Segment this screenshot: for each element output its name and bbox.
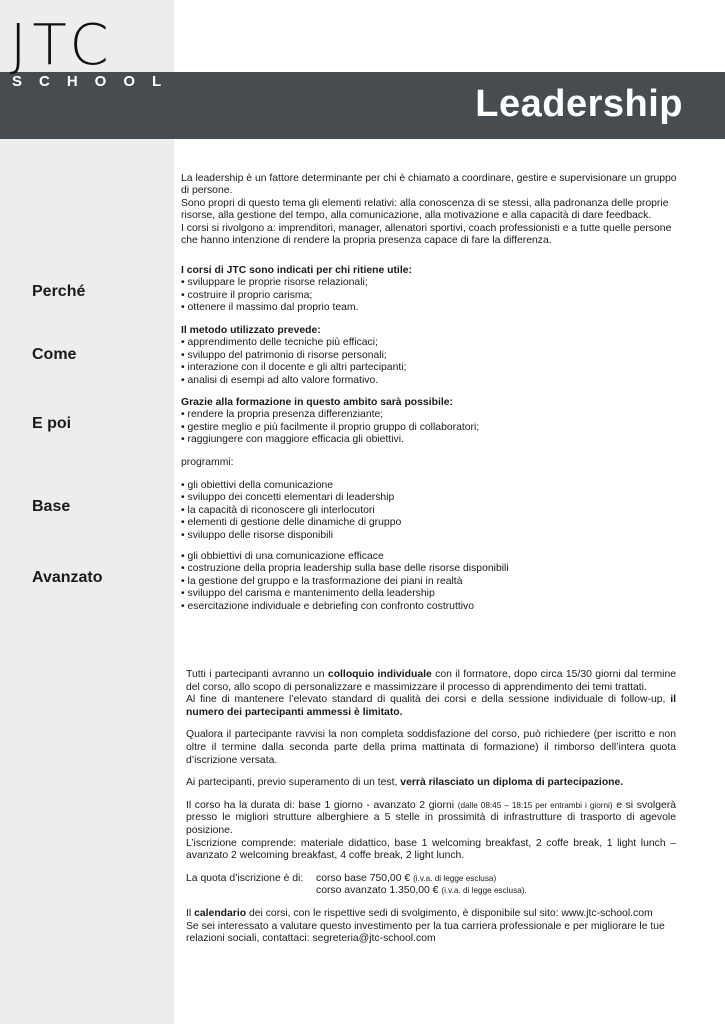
sidebar-panel [0, 0, 174, 1024]
list-item: • sviluppo del patrimonio di risorse personali; [181, 349, 387, 361]
avanzato-program [181, 551, 681, 613]
come-section [181, 325, 681, 387]
list-item: • raggiungere con maggiore efficacia gli obiettivi. [181, 434, 404, 446]
calendar-paragraph: Il calendario dei corsi, con le rispettive sedi di svolgimento, è disponibile sul sito: www.jtc-school.com [186, 907, 653, 919]
list-item: • sviluppare le proprie risorse relazionali; [181, 277, 368, 289]
list-item: • analisi di esempi ad alto valore formativo. [181, 374, 379, 386]
epoi-section [181, 397, 681, 447]
intro-line: La leadership è un fattore determinante per chi è chiamato a coordinare, gestire e supervisionare un gruppo di persone. [181, 173, 677, 197]
list-item: • sviluppo del carisma e mantenimento della leadership [181, 588, 435, 600]
list-item: • ottenere il massimo dal proprio team. [181, 302, 359, 314]
logo-main: JTC [10, 13, 115, 78]
list-item: • apprendimento delle tecniche più efficaci; [181, 337, 378, 349]
includes-paragraph: L’iscrizione comprende: materiale didattico, base 1 welcoming breakfast, 2 coffe break, 1 light lunch – avanzato 2 welcoming breakfast, 4 coffe break, 2 light lunch. [186, 837, 676, 862]
list-item: • gestire meglio e più facilmente il proprio gruppo di collaboratori; [181, 421, 480, 433]
list-item: • la gestione del gruppo e la trasformazione dei piani in realtà [181, 575, 463, 587]
come-heading: Il metodo utilizzato prevede: [181, 325, 321, 336]
colloquio-paragraph: Tutti i partecipanti avranno un colloquio individuale con il formatore, dopo circa 15/30 giorni dal termine del corso, allo scopo di personalizzare e massimizzare il processo di apprendimento dei temi trattati. [186, 669, 676, 693]
list-item: • interazione con il docente e gli altri partecipanti; [181, 362, 407, 374]
intro-text [181, 173, 681, 247]
section-label-come: Come [32, 346, 77, 363]
fee-avanzato: corso avanzato 1.350,00 € (i.v.a. di legge esclusa). [316, 885, 527, 897]
fee-base: corso base 750,00 € (i.v.a. di legge esclusa) [316, 872, 497, 884]
programmi-label: programmi: [181, 457, 234, 468]
contact-paragraph: Se sei interessato a valutare questo investimento per la tua carriera professionale e per migliorare le tue relazioni sociali, contattaci: segreteria@jtc-school.com [186, 920, 665, 945]
intro-line: Sono propri di questo tema gli elementi relativi: alla conoscenza di se stessi, alla padronanza delle proprie risorse, alla gestione del tempo, alla comunicazione, alla motivazione e alla capacità di dare feedback. [181, 197, 669, 222]
perche-heading: I corsi di JTC sono indicati per chi ritiene utile: [181, 265, 412, 276]
list-item: • costruzione della propria leadership sulla base delle risorse disponibili [181, 563, 509, 575]
section-label-epoi: E poi [32, 415, 72, 432]
list-item: • sviluppo dei concetti elementari di leadership [181, 492, 395, 504]
perche-section [181, 265, 681, 315]
section-label-base: Base [32, 498, 71, 515]
section-label-avanzato: Avanzato [32, 569, 103, 586]
list-item: • esercitazione individuale e debriefing con confronto costruttivo [181, 600, 475, 612]
limit-paragraph: Al fine di mantenere l’elevato standard di qualità dei corsi e della sessione individuale di follow-up, il numero dei partecipanti ammessi è limitato. [186, 694, 676, 718]
list-item: • elementi di gestione delle dinamiche di gruppo [181, 517, 402, 529]
list-item: • sviluppo delle risorse disponibili [181, 529, 334, 541]
info-block [186, 669, 676, 946]
epoi-heading: Grazie alla formazione in questo ambito sarà possibile: [181, 397, 453, 408]
list-item: • rendere la propria presenza differenziante; [181, 409, 384, 421]
list-item: • gli obiettivi della comunicazione [181, 480, 334, 491]
section-label-perche: Perché [32, 283, 86, 300]
page-title: Leadership [475, 83, 683, 125]
duration-paragraph: Il corso ha la durata di: base 1 giorno - avanzato 2 giorni (dalle 08:45 – 18:15 per entrambi i giorni) e si svolgerà presso le migliori strutture alberghiere a 5 stelle in prossimità di infrastrutture di trasporto di agevole posizione. [186, 799, 677, 836]
diploma-paragraph: Ai partecipanti, previo superamento di un test, verrà rilasciato un diploma di partecipazione. [186, 777, 624, 789]
refund-paragraph: Qualora il partecipante ravvisi la non completa soddisfazione del corso, può richiedere (per iscritto e non oltre il termine dalla seconda parte della prima mattinata di formazione) il rimborso dell’intera quota d’iscrizione versata. [186, 729, 676, 766]
fee-label: La quota d’iscrizione è di: [186, 872, 304, 884]
logo-sub: SCHOOL [12, 73, 179, 90]
fee-values [316, 873, 527, 898]
list-item: • costruire il proprio carisma; [181, 289, 313, 301]
list-item: • gli obbiettivi di una comunicazione efficace [181, 551, 384, 562]
intro-line: I corsi si rivolgono a: imprenditori, manager, allenatori sportivi, coach professionisti e a tutte quelle persone che hanno intenzione di rendere la propria presenza capace di fare la differenza. [181, 222, 672, 247]
logo [10, 13, 179, 96]
list-item: • la capacità di riconoscere gli interlocutori [181, 504, 375, 516]
base-program [181, 480, 681, 542]
fee-row [186, 873, 676, 898]
